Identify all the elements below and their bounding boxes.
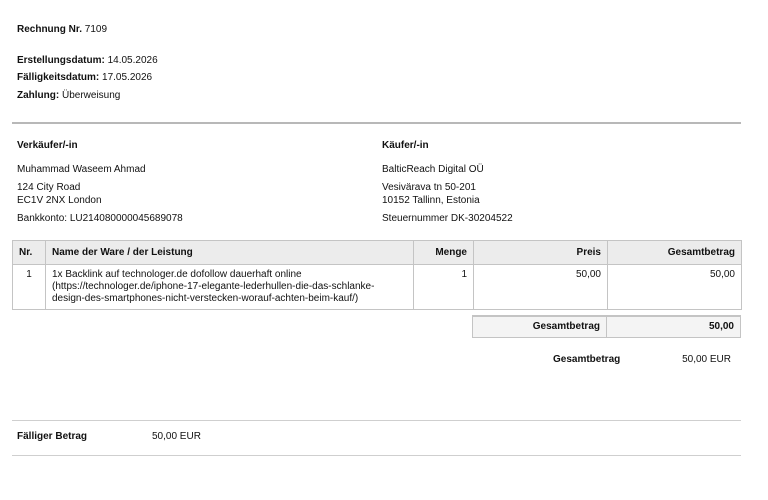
due-amount-value: 50,00 EUR	[152, 431, 201, 442]
due-amount-label: Fälliger Betrag	[17, 431, 88, 442]
buyer-heading: Käufer/-in	[382, 140, 429, 151]
row-total: 50,00	[608, 265, 742, 310]
grand-total-value: 50,00 EUR	[682, 354, 731, 365]
grand-total-label: Gesamtbetrag	[553, 354, 621, 365]
invoice-number-label: Rechnung Nr.	[17, 24, 83, 35]
due-top-divider	[12, 420, 741, 421]
payment-method	[17, 90, 120, 102]
subtotal-row	[472, 315, 741, 338]
seller-heading: Verkäufer/-in	[17, 140, 78, 151]
created-date	[17, 55, 158, 67]
created-date-label: Erstellungsdatum:	[17, 55, 105, 66]
table-row	[13, 265, 742, 310]
seller-name: Muhammad Waseem Ahmad	[17, 164, 146, 175]
col-header-qty: Menge	[414, 241, 474, 265]
due-date	[17, 72, 152, 84]
buyer-city: 10152 Tallinn, Estonia	[382, 195, 480, 206]
seller-city: EC1V 2NX London	[17, 195, 102, 206]
buyer-street: Vesivärava tn 50-201	[382, 182, 476, 193]
invoice-page	[12, 0, 741, 500]
row-name	[46, 265, 414, 310]
row-price: 50,00	[474, 265, 608, 310]
col-header-nr: Nr.	[13, 241, 46, 265]
invoice-number-value: 7109	[84, 24, 108, 35]
invoice-number	[17, 24, 107, 36]
subtotal-label: Gesamtbetrag	[473, 317, 607, 337]
row-name-line: 1x Backlink auf technologer.de dofollow dauerhaft online	[52, 269, 302, 280]
payment-method-value: Überweisung	[62, 90, 121, 101]
row-nr: 1	[13, 265, 46, 310]
col-header-name: Name der Ware / der Leistung	[46, 241, 414, 265]
col-header-price: Preis	[474, 241, 608, 265]
subtotal-value: 50,00	[708, 321, 734, 332]
due-date-value: 17.05.2026	[102, 72, 153, 83]
row-name-line: design-des-smartphones-nicht-verstecken-worauf-achten-beim-kauf/)	[52, 293, 359, 304]
items-table	[12, 240, 742, 310]
row-qty: 1	[414, 265, 474, 310]
seller-street: 124 City Road	[17, 182, 81, 193]
created-date-value: 14.05.2026	[107, 55, 158, 66]
row-name-line: (https://technologer.de/iphone-17-elegante-lederhullen-die-das-schlanke-	[52, 281, 375, 292]
col-header-total: Gesamtbetrag	[608, 241, 742, 265]
table-header-row	[13, 241, 742, 265]
due-bottom-divider	[12, 455, 741, 456]
buyer-name: BalticReach Digital OÜ	[382, 164, 484, 175]
payment-method-label: Zahlung:	[17, 90, 60, 101]
header-divider	[12, 122, 741, 124]
buyer-tax-number: Steuernummer DK-30204522	[382, 213, 513, 224]
seller-bank: Bankkonto: LU214080000045689078	[17, 213, 183, 224]
due-date-label: Fälligkeitsdatum:	[17, 72, 100, 83]
